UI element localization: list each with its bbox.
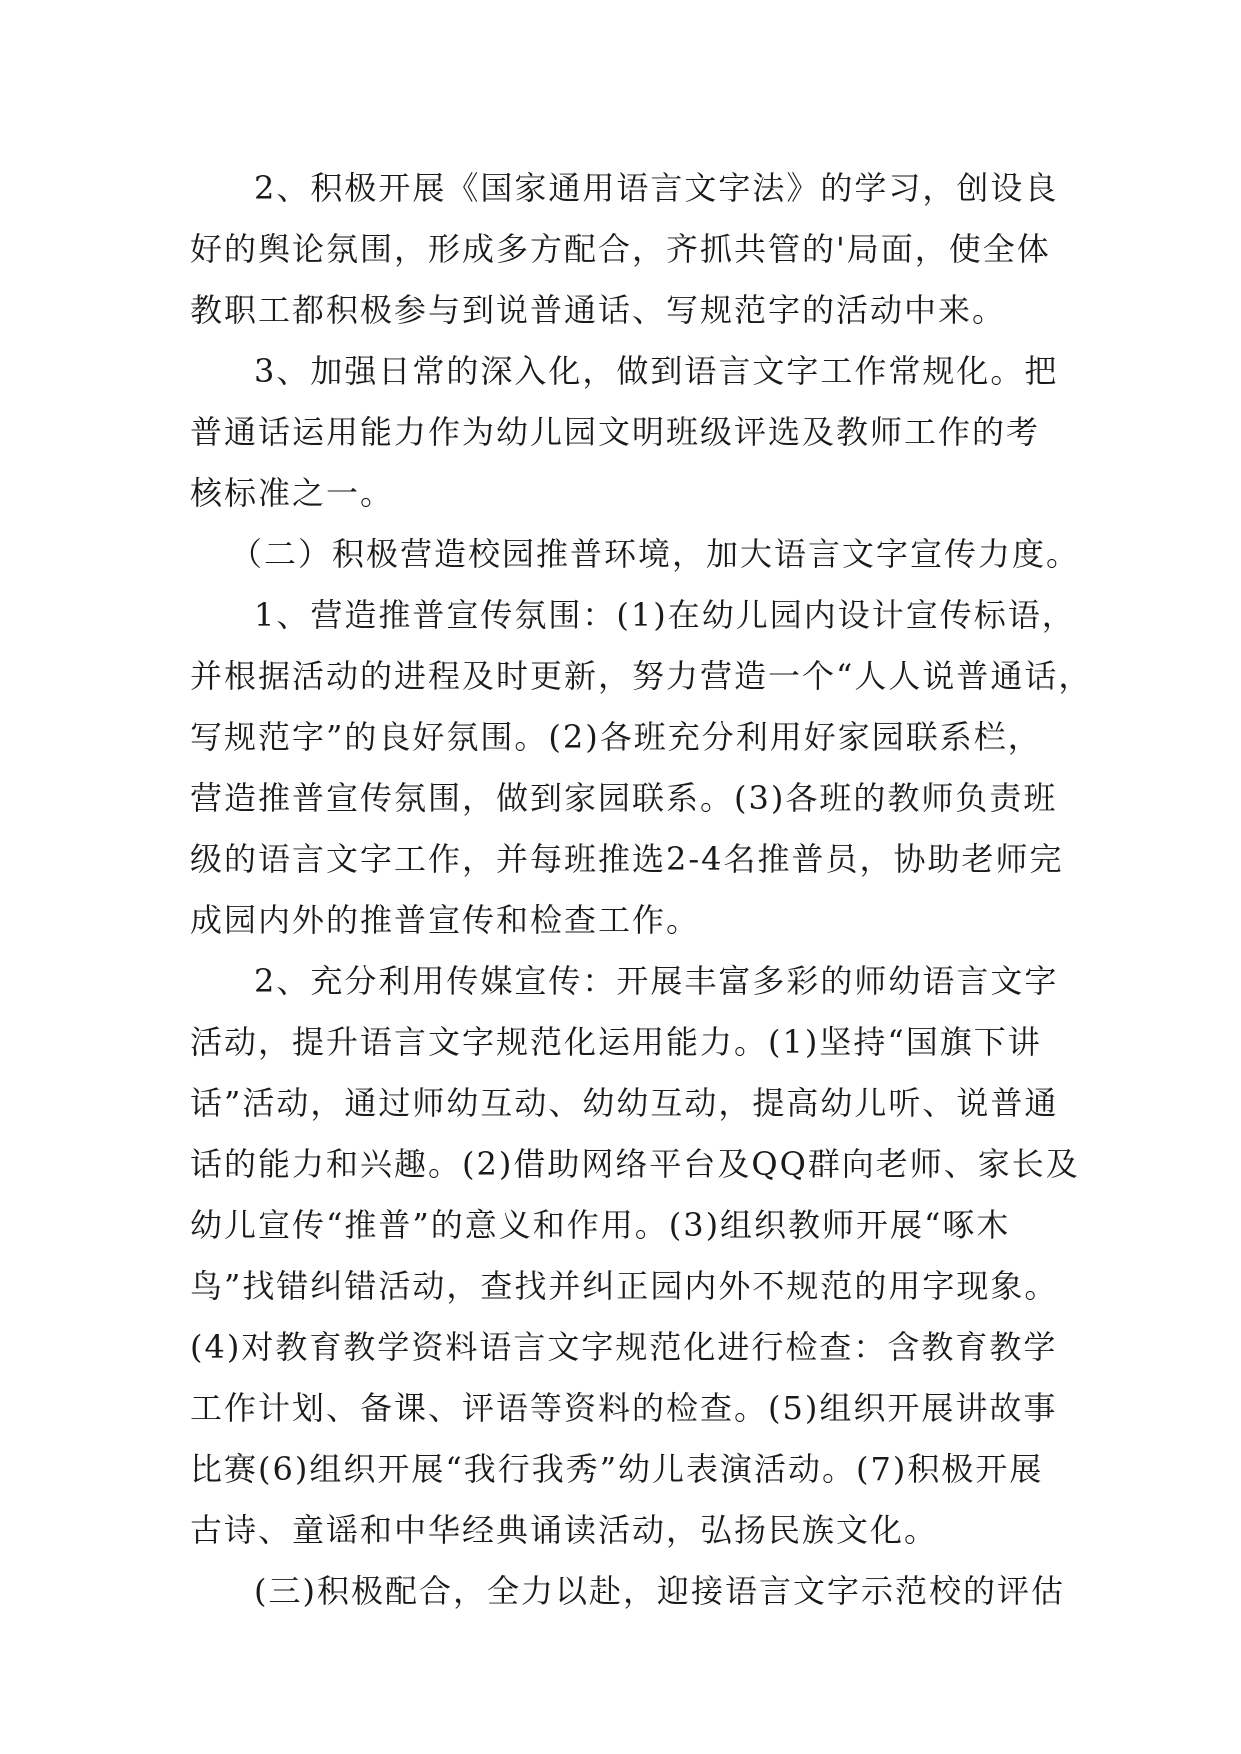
- paragraph-line: 好的舆论氛围，形成多方配合，齐抓共管的'局面，使全体: [190, 230, 1051, 268]
- paragraph-line: 级的语言文字工作，并每班推选2-4名推普员，协助老师完: [190, 840, 1064, 878]
- paragraph-line: 教职工都积极参与到说普通话、写规范字的活动中来。: [190, 291, 1007, 329]
- paragraph-line: 比赛(6)组织开展“我行我秀”幼儿表演活动。(7)积极开展: [190, 1450, 1044, 1488]
- paragraph-line: 3、加强日常的深入化，做到语言文字工作常规化。把: [254, 352, 1059, 390]
- paragraph-line: 幼儿宣传“推普”的意义和作用。(3)组织教师开展“啄木: [190, 1206, 1011, 1244]
- paragraph-line: 话”活动，通过师幼互动、幼幼互动，提高幼儿听、说普通: [190, 1084, 1059, 1122]
- paragraph-line: 普通话运用能力作为幼儿园文明班级评选及教师工作的考: [190, 413, 1041, 451]
- paragraph-line: 核标准之一。: [190, 474, 395, 512]
- paragraph-line: (4)对教育教学资料语言文字规范化进行检查：含教育教学: [190, 1328, 1058, 1366]
- paragraph-line: 话的能力和兴趣。(2)借助网络平台及QQ群向老师、家长及: [190, 1145, 1080, 1183]
- paragraph-line: 2、充分利用传媒宣传：开展丰富多彩的师幼语言文字: [254, 962, 1059, 1000]
- paragraph-line: 1、营造推普宣传氛围：(1)在幼儿园内设计宣传标语，: [254, 596, 1076, 634]
- section-heading: （二）积极营造校园推普环境，加大语言文字宣传力度。: [230, 535, 1081, 573]
- paragraph-line: 营造推普宣传氛围，做到家园联系。(3)各班的教师负责班: [190, 779, 1058, 817]
- document-body: [190, 158, 1093, 1622]
- paragraph-line: 工作计划、备课、评语等资料的检查。(5)组织开展讲故事: [190, 1389, 1058, 1427]
- paragraph-line: 2、积极开展《国家通用语言文字法》的学习，创设良: [254, 169, 1059, 207]
- paragraph-line: 写规范字”的良好氛围。(2)各班充分利用好家园联系栏，: [190, 718, 1042, 756]
- paragraph-line: 成园内外的推普宣传和检查工作。: [190, 901, 701, 939]
- paragraph-line: 古诗、童谣和中华经典诵读活动，弘扬民族文化。: [190, 1511, 939, 1549]
- paragraph-line: 活动，提升语言文字规范化运用能力。(1)坚持“国旗下讲: [190, 1023, 1042, 1061]
- paragraph-line: 并根据活动的进程及时更新，努力营造一个“人人说普通话，: [190, 657, 1093, 695]
- paragraph-line: 鸟”找错纠错活动，查找并纠正园内外不规范的用字现象。: [190, 1267, 1059, 1305]
- section-heading: (三)积极配合，全力以赴，迎接语言文字示范校的评估: [254, 1572, 1065, 1610]
